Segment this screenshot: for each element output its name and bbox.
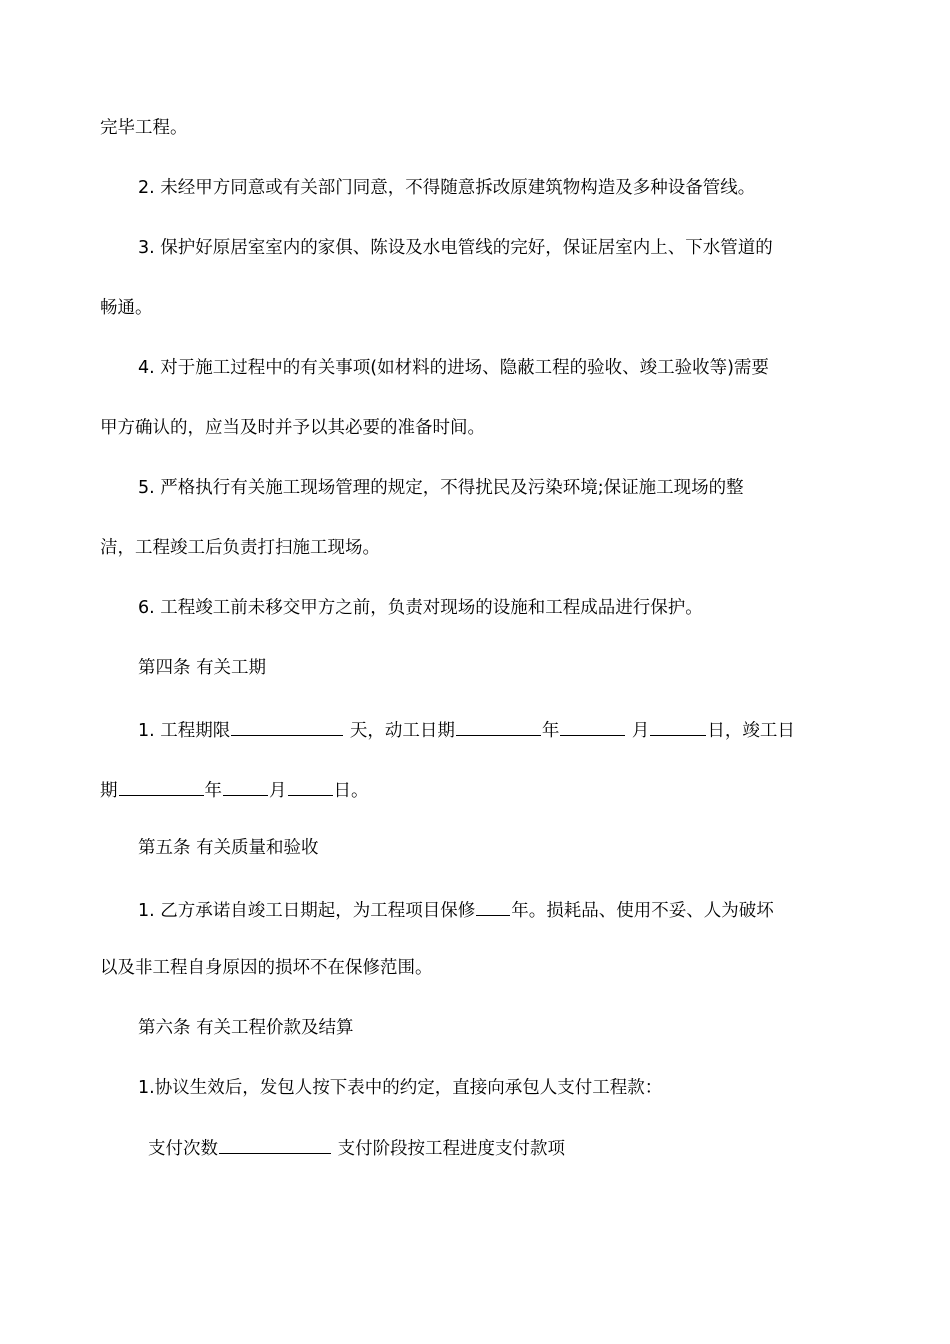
clause-item-4: 4. 对于施工过程中的有关事项(如材料的进场、隐蔽工程的验收、竣工验收等)需要 (138, 358, 769, 378)
section-4-title: 第四条 有关工期 (138, 658, 267, 678)
payment-table-header (148, 1135, 565, 1160)
payment-stage-label: 支付阶段按工程进度支付款项 (332, 1139, 566, 1159)
payment-intro: 1.协议生效后，发包人按下表中的约定，直接向承包人支付工程款： (138, 1078, 663, 1098)
payment-count-label: 支付次数 (148, 1139, 218, 1159)
blank-start-year (456, 717, 541, 736)
blank-start-month (560, 717, 625, 736)
period-line-2 (100, 777, 369, 802)
end-date-label: 日，竣工日 (707, 721, 795, 741)
blank-payment-count (219, 1135, 331, 1154)
end-date-label-cont: 期 (100, 781, 118, 801)
clause-item-3-cont: 畅通。 (100, 298, 153, 318)
start-date-label: 天，动工日期 (344, 721, 455, 741)
clause-item-5-cont: 洁，工程竣工后负责打扫施工现场。 (100, 538, 380, 558)
warranty-line-2: 以及非工程自身原因的损坏不在保修范围。 (100, 958, 433, 978)
section-6-title: 第六条 有关工程价款及结算 (138, 1018, 354, 1038)
section-5-title: 第五条 有关质量和验收 (138, 838, 319, 858)
blank-end-year (119, 777, 204, 796)
clause-item-3: 3. 保护好原居室室内的家俱、陈设及水电管线的完好，保证居室内上、下水管道的 (138, 238, 773, 258)
period-label: 1. 工程期限 (138, 721, 231, 741)
paragraph-continuation: 完毕工程。 (100, 118, 188, 138)
blank-days (231, 717, 343, 736)
warranty-text-cont: 年。损耗品、使用不妥、人为破坏 (511, 901, 774, 921)
end-day-label: 日。 (333, 781, 369, 801)
clause-item-6: 6. 工程竣工前未移交甲方之前，负责对现场的设施和工程成品进行保护。 (138, 598, 703, 618)
end-year-label: 年 (204, 781, 222, 801)
clause-item-2: 2. 未经甲方同意或有关部门同意，不得随意拆改原建筑物构造及多种设备管线。 (138, 178, 756, 198)
clause-item-4-cont: 甲方确认的，应当及时并予以其必要的准备时间。 (100, 418, 485, 438)
period-line-1 (138, 717, 795, 742)
blank-end-day (288, 777, 333, 796)
clause-item-5: 5. 严格执行有关施工现场管理的规定，不得扰民及污染环境;保证施工现场的整 (138, 478, 744, 498)
warranty-line-1 (138, 897, 774, 922)
warranty-text: 1. 乙方承诺自竣工日期起，为工程项目保修 (138, 901, 476, 921)
end-month-label: 月 (269, 781, 287, 801)
blank-end-month (223, 777, 268, 796)
blank-start-day (650, 717, 706, 736)
blank-warranty-years (476, 897, 510, 916)
year-label: 年 (541, 721, 560, 741)
month-label: 月 (626, 721, 650, 741)
